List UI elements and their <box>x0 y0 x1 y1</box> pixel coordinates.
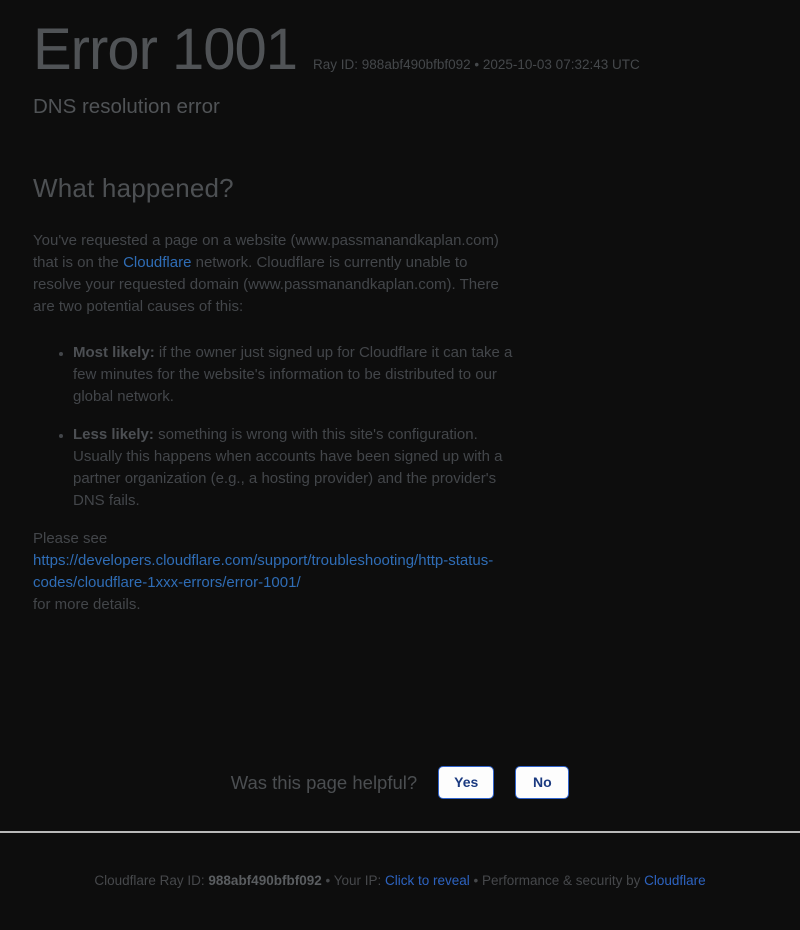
cause-label: Most likely: <box>73 343 155 361</box>
cause-item-less-likely <box>73 424 513 512</box>
footer-perf-label: Performance & security by <box>482 873 645 888</box>
title-row <box>33 17 767 82</box>
footer-ray-label: Cloudflare Ray ID: <box>94 873 209 888</box>
description-text-after: network. Cloudflare is currently unable to resolve your requested domain (www.passmanandkaplan.com). There are two potential causes of this: <box>33 253 499 315</box>
feedback-yes-button[interactable]: Yes <box>438 766 494 799</box>
footer-separator: • <box>321 873 334 888</box>
what-happened-section <box>33 173 513 616</box>
error-code-title: Error 1001 <box>33 17 298 82</box>
description-paragraph <box>33 230 513 318</box>
click-to-reveal-link[interactable]: Click to reveal <box>385 873 470 888</box>
footer-cloudflare-link[interactable]: Cloudflare <box>644 873 706 888</box>
more-details-paragraph <box>33 528 513 616</box>
cause-label: Less likely: <box>73 425 154 443</box>
footer-ray-id: 988abf490bfbf092 <box>208 873 322 888</box>
description-text-before: You've requested a page on a website (www.passmanandkaplan.com) that is on the <box>33 231 499 271</box>
please-see-text: Please see <box>33 529 108 547</box>
feedback-no-button[interactable]: No <box>515 766 569 799</box>
causes-list <box>33 342 513 512</box>
footer <box>0 831 800 930</box>
footer-ip-label: Your IP: <box>333 873 385 888</box>
for-more-details-text: for more details. <box>33 595 141 613</box>
section-heading: What happened? <box>33 172 234 203</box>
header <box>0 0 800 119</box>
cause-item-most-likely <box>73 342 513 408</box>
cloudflare-inline-link[interactable]: Cloudflare <box>123 253 192 271</box>
ray-id-timestamp: Ray ID: 988abf490bfbf092 • 2025-10-03 07:32:43 UTC <box>313 57 640 72</box>
feedback-question: Was this page helpful? <box>230 771 418 793</box>
main-content <box>0 173 800 766</box>
feedback-section <box>231 766 570 799</box>
cause-text: if the owner just signed up for Cloudflare it can take a few minutes for the website's information to be distributed to our global network. <box>73 343 513 405</box>
cause-text: something is wrong with this site's configuration. Usually this happens when accounts have been signed up with a partner organization (e.g., a hosting provider) and the provider's DNS fails. <box>73 425 503 509</box>
support-docs-link[interactable]: https://developers.cloudflare.com/support/troubleshooting/http-status-codes/cloudflare-1xxx-errors/error-1001/ <box>33 551 494 591</box>
footer-separator: • <box>469 873 483 888</box>
error-subtitle: DNS resolution error <box>33 94 220 118</box>
